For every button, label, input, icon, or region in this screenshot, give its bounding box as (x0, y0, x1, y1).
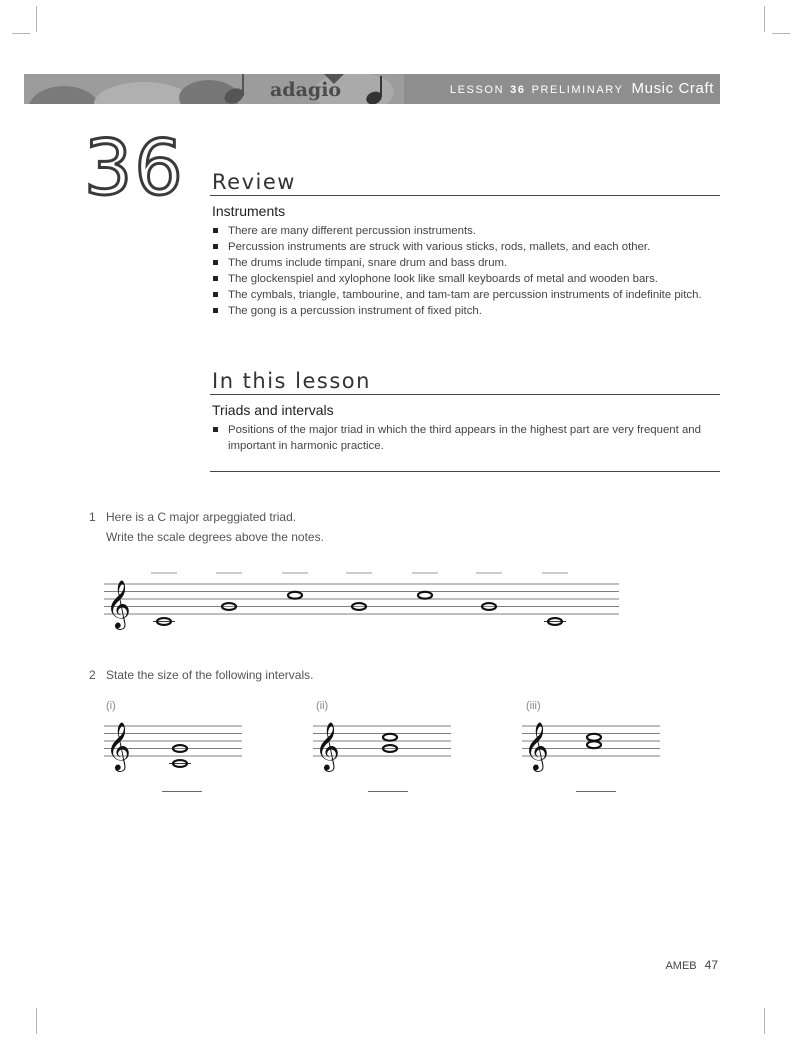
answer-line[interactable] (576, 791, 616, 792)
banner-word: adagio (270, 79, 342, 101)
crop-mark (772, 33, 790, 34)
note-head (418, 592, 432, 599)
q2-staves (0, 712, 800, 782)
lesson-label: LESSON (449, 84, 505, 96)
lesson-list (212, 422, 712, 454)
answer-line[interactable] (368, 791, 408, 792)
interval-label: (iii) (526, 700, 541, 712)
publisher: AMEB (665, 960, 697, 972)
divider (210, 394, 720, 395)
lesson-number: 36 (84, 123, 185, 212)
music-decoration-icon (24, 74, 404, 104)
list-item: The glockenspiel and xylophone look like small keyboards of metal and wooden bars. (212, 271, 712, 287)
level-label: PRELIMINARY (531, 84, 624, 96)
list-item: Positions of the major triad in which the third appears in the highest part are very frequent and important in harmonic practice. (212, 422, 712, 454)
list-item: The drums include timpani, snare drum and bass drum. (212, 255, 712, 271)
answer-line[interactable] (162, 791, 202, 792)
question-text (106, 507, 324, 547)
question-number: 1 (89, 510, 96, 524)
crop-mark (764, 6, 765, 32)
list-item: There are many different percussion instruments. (212, 223, 712, 239)
question-line: Here is a C major arpeggiated triad. (106, 510, 297, 524)
question-text: State the size of the following intervals. (106, 668, 314, 682)
crop-mark (36, 1008, 37, 1034)
question-line: Write the scale degrees above the notes. (106, 530, 324, 544)
note-head (587, 734, 601, 741)
review-title: Review (212, 170, 296, 194)
crop-mark (36, 6, 37, 32)
lesson-number-small: 36 (510, 84, 526, 96)
divider (210, 195, 720, 196)
treble-clef-icon: 𝄞 (524, 721, 549, 770)
crop-mark (764, 1008, 765, 1034)
q1-staff (0, 560, 800, 650)
series-title: Music Craft (631, 80, 714, 97)
lesson-subheading: Triads and intervals (212, 402, 334, 418)
lesson-section-title: In this lesson (212, 369, 371, 393)
treble-clef-icon: 𝄞 (106, 721, 131, 770)
banner-caption (450, 80, 714, 97)
page-footer (665, 958, 718, 972)
divider (210, 471, 720, 472)
question-number: 2 (89, 668, 96, 682)
header-banner (24, 74, 720, 104)
page-number: 47 (704, 958, 718, 972)
review-subheading: Instruments (212, 203, 286, 219)
note-head (288, 592, 302, 599)
list-item: The gong is a percussion instrument of fixed pitch. (212, 303, 712, 319)
crop-mark (12, 33, 30, 34)
review-list (212, 223, 712, 319)
note-head (383, 734, 397, 741)
list-item: Percussion instruments are struck with various sticks, rods, mallets, and each other. (212, 239, 712, 255)
interval-label: (i) (106, 700, 116, 712)
note-head (587, 741, 601, 748)
treble-clef-icon: 𝄞 (315, 721, 340, 770)
treble-clef-icon: 𝄞 (106, 579, 131, 628)
interval-label: (ii) (316, 700, 329, 712)
list-item: The cymbals, triangle, tambourine, and tam-tam are percussion instruments of indefinite pitch. (212, 287, 712, 303)
